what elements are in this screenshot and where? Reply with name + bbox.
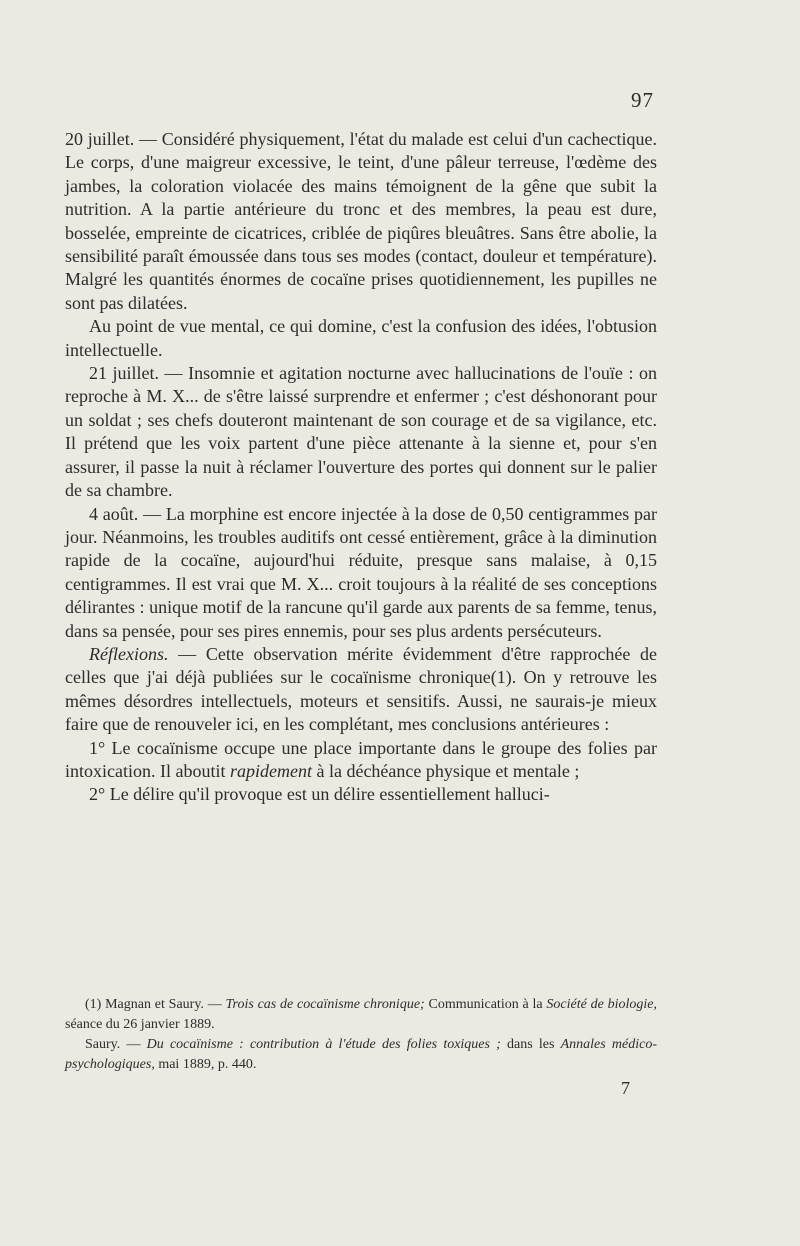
reflexions-heading: Réflexions. xyxy=(89,643,169,664)
footnote-1 xyxy=(65,995,657,1035)
paragraph-4-aout: 4 août. — La morphine est encore injectée à la dose de 0,50 centigrammes par jour. Néanmoins, les troubles auditifs ont cessé entièrement, grâce à la diminution rapide de la cocaïne, aujourd'hui réduite, presque sans malaise, à 0,15 centigrammes. Il est vrai que M. X... croit toujours à la réalité de ses conceptions délirantes : unique motif de la rancune qu'il garde aux parents de sa femme, tenus, dans sa pensée, pour ses pires ennemis, pour ses plus ardents persécuteurs. xyxy=(65,503,657,641)
footnote-1-society: Société de biologie, xyxy=(546,997,657,1012)
paragraph-20-juillet: 20 juillet. — Considéré physiquement, l'état du malade est celui d'un cachectique. Le corps, d'une maigreur excessive, le teint, d'une pâleur terreuse, l'œdème des jambes, la coloration violacée des mains témoignent de la gêne que subit la nutrition. A la partie antérieure du tronc et des membres, la peau est dure, bosselée, empreinte de cicatrices, criblée de piqûres bleuâtres. Sans être abolie, la sensibilité paraît émoussée dans tous ses modes (contact, douleur et température). Malgré les quantités énormes de cocaïne prises quotidiennement, les pupilles ne sont pas dilatées. xyxy=(65,129,657,313)
footnotes xyxy=(65,995,657,1075)
footnote-2-title: Du cocaïnisme : contribution à l'étude des folies toxiques ; xyxy=(146,1037,501,1052)
conclusion-1-emphasis: rapidement xyxy=(229,760,312,781)
conclusion-1-end: à la déchéance physique et mentale ; xyxy=(311,760,580,781)
paragraph-reflexions xyxy=(65,643,657,737)
footnote-1-title: Trois cas de cocaïnisme chronique; xyxy=(225,997,425,1012)
footnote-2-journal: Annales médico-psychologiques, xyxy=(65,1037,657,1072)
footnote-1-authors: (1) Magnan et Saury. — xyxy=(85,997,226,1012)
signature-mark: 7 xyxy=(621,1078,630,1098)
conclusion-2: 2° Le délire qu'il provoque est un délire essentiellement halluci- xyxy=(89,784,550,805)
footnote-2-date: mai 1889, p. 440. xyxy=(154,1057,257,1072)
footnote-1-text: Communication à la xyxy=(424,997,547,1012)
footnote-2 xyxy=(65,1035,657,1075)
main-text xyxy=(65,128,657,807)
footnote-1-date: séance du 26 janvier 1889. xyxy=(65,1017,215,1032)
paragraph-21-juillet: 21 juillet. — Insomnie et agitation nocturne avec hallucinations de l'ouïe : on reproche à M. X... de s'être laissé surprendre et enfermer ; c'est déshonorant pour un soldat ; ses chefs douteront maintenant de son courage et de sa vigilance, etc. Il prétend que les voix partent d'une pièce attenante à la sienne et, pour s'en assurer, il passe la nuit à réclamer l'ouverture des portes qui donnent sur le palier de sa chambre. xyxy=(65,363,657,501)
reflexions-text: — Cette observation mérite évidemment d'être rapprochée de celles que j'ai déjà publiées sur le cocaïnisme chronique(1). On y retrouve les mêmes désordres intellectuels, moteurs et sensitifs. Aussi, ne saurais-je mieux faire que de renouveler ici, en les complétant, mes conclusions antérieures : xyxy=(65,643,657,735)
footnote-2-author: Saury. — xyxy=(85,1037,147,1052)
conclusion-1 xyxy=(65,737,657,784)
conclusion-1-text: 1° Le cocaïnisme occupe une place importante dans le groupe des folies par intoxication. Il aboutit xyxy=(65,737,657,781)
footnote-2-text: dans les xyxy=(500,1037,561,1052)
paragraph-mental-state: Au point de vue mental, ce qui domine, c'est la confusion des idées, l'obtusion intellectuelle. xyxy=(65,316,657,360)
page-number: 97 xyxy=(631,88,654,112)
